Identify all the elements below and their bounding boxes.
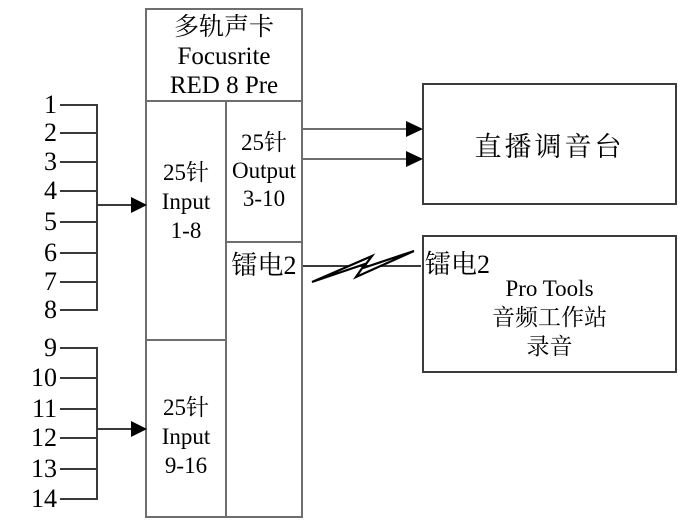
channel-number-label: 6 <box>44 238 57 267</box>
protools-line: Pro Tools <box>505 276 594 301</box>
channel-number-label: 10 <box>31 363 57 392</box>
console-box <box>422 83 677 205</box>
cell-input-1-8 <box>147 158 225 245</box>
channel-number-label: 1 <box>44 90 57 119</box>
output-arrows <box>303 129 408 159</box>
protools-thunderbolt-port-label: 镭电2 <box>425 250 491 279</box>
channel-number-label: 3 <box>44 147 57 176</box>
thunderbolt-link <box>303 251 421 282</box>
protools-line: 音频工作站 <box>492 305 607 330</box>
soundcard-thunderbolt-port-label: 镭电2 <box>231 251 297 280</box>
soundcard-title: 多轨声卡 <box>173 14 274 41</box>
channel-number-label: 4 <box>44 176 57 205</box>
soundcard-header <box>147 13 301 100</box>
channel-number-label: 7 <box>44 267 57 296</box>
channel-fan-9-14 <box>60 347 132 500</box>
input-1-8-line: 1-8 <box>170 218 202 243</box>
soundcard-brand: Focusrite <box>177 43 271 70</box>
output-3-10-line: 3-10 <box>242 186 286 211</box>
input-1-8-line: Input <box>161 189 211 214</box>
soundcard-header-divider <box>145 100 303 102</box>
cell-output-3-10 <box>227 129 301 213</box>
input-9-16-line: 25针 <box>163 395 209 420</box>
channel-number-label: 8 <box>44 295 57 324</box>
input-9-16-line: 9-16 <box>164 453 208 478</box>
input-cells-divider <box>145 339 225 341</box>
arrowhead-icon <box>406 151 423 167</box>
channel-number-label: 2 <box>44 118 57 147</box>
cell-input-9-16 <box>147 393 225 480</box>
channel-number-label: 14 <box>31 484 57 513</box>
input-9-16-line: Input <box>161 424 211 449</box>
channel-number-label: 5 <box>44 207 57 236</box>
soundcard-model: RED 8 Pre <box>169 72 279 99</box>
protools-line: 录音 <box>526 334 573 359</box>
channel-number-label: 9 <box>44 333 57 362</box>
console-label: 直播调音台 <box>474 131 625 162</box>
lightning-bolt-icon <box>312 251 414 282</box>
channel-fan-1-8 <box>60 104 132 311</box>
channel-number-label: 13 <box>31 454 57 483</box>
output-thunderbolt-divider <box>227 241 303 243</box>
input-1-8-line: 25针 <box>163 160 209 185</box>
output-3-10-line: Output <box>232 158 296 183</box>
channel-number-label: 12 <box>31 423 57 452</box>
protools-text <box>424 274 675 361</box>
channel-number-label: 11 <box>31 394 57 423</box>
arrowhead-icon <box>406 121 423 137</box>
output-3-10-line: 25针 <box>241 130 287 155</box>
